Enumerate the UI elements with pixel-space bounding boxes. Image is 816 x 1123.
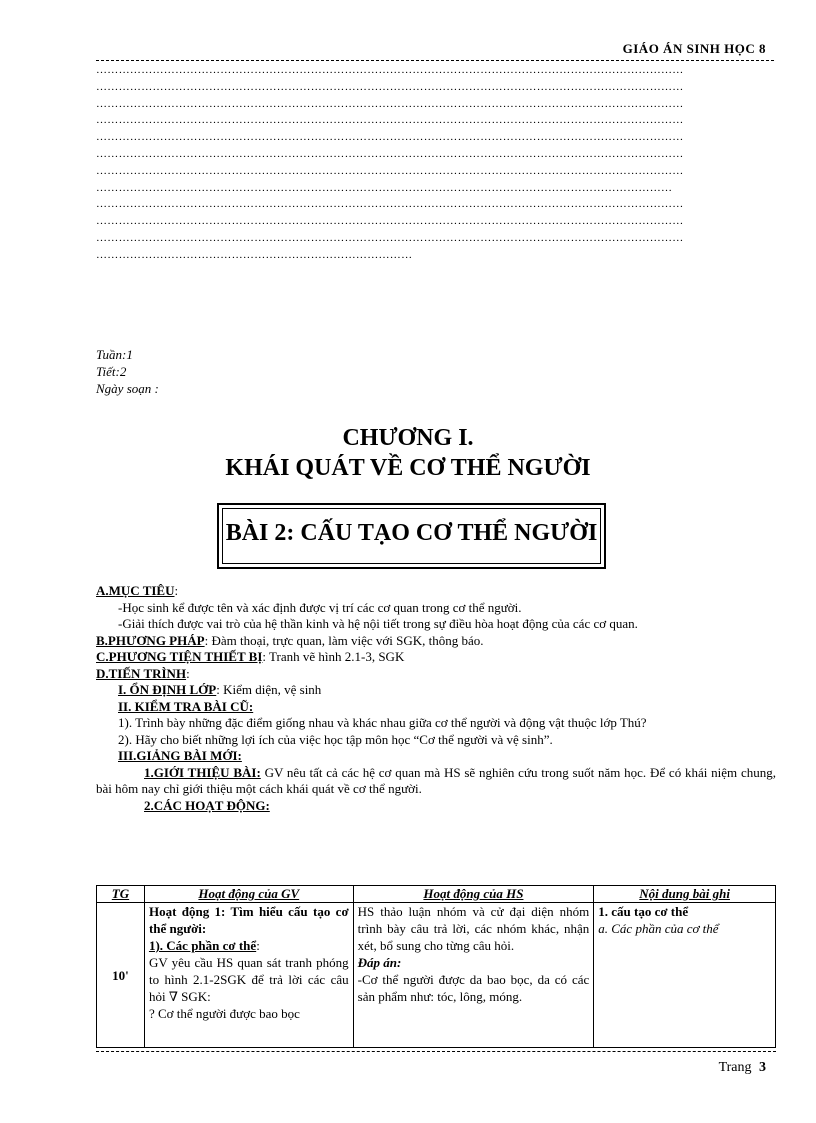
period-label: Tiết:2 [96, 364, 127, 379]
lesson-meta [96, 346, 159, 397]
activities-heading: 2.CÁC HOẠT ĐỘNG: [144, 797, 270, 813]
page-number [719, 1060, 766, 1076]
page-label: Trang [718, 1060, 752, 1075]
teacher-instruction: GV yêu cầu HS quan sát tranh phóng to hình 2.1-2SGK để trả lời các câu hỏi ∇ SGK: [148, 955, 349, 1004]
dotted-line: ………………………………………………………………………………………………………………………………………… [96, 114, 684, 127]
dotted-line: ………………………………………………………………………………………………………………………………………… [96, 231, 684, 244]
intro-text: GV nêu tất cả các hệ cơ quan mà HS sẽ nghiên cứu trong suốt năm học. Để có khái niệm chung, bài hôm nay chỉ giới thiệu một cách khái quát về cơ thể người. [96, 764, 776, 796]
header-divider [96, 60, 774, 61]
chapter-title: KHÁI QUÁT VỀ CƠ THỂ NGƯỜI [225, 455, 591, 481]
page-value: 3 [759, 1060, 766, 1075]
header-time: TG [97, 886, 145, 903]
header-teacher-activity: Hoạt động của GV [144, 886, 353, 903]
lesson-body [96, 583, 776, 814]
dotted-line: ………………………………………………………………………… [96, 248, 413, 261]
activity-1-title: Hoạt động 1: Tìm hiểu cấu tạo cơ thể người: [148, 904, 349, 936]
table-row [97, 903, 776, 1048]
student-activity-text: HS thảo luận nhóm và cử đại diện nhóm trình bày câu trả lời, các nhóm khác, nhận xét, bổ sung cho từng câu hỏi. [357, 904, 590, 953]
answer-text: -Cơ thể người được da bao bọc, da có các sản phẩm như: tóc, lông, móng. [357, 972, 590, 1004]
body-parts-heading: 1). Các phần cơ thể [148, 938, 257, 953]
teacher-question: ? Cơ thể người được bao bọc [148, 1006, 300, 1021]
body-parts-colon: : [256, 938, 260, 953]
date-label: Ngày soạn : [96, 381, 159, 396]
lesson-title-box [217, 503, 606, 569]
week-label: Tuần:1 [96, 347, 133, 362]
chapter-number: CHƯƠNG I. [342, 425, 474, 451]
review-question-1: 1). Trình bày những đặc điểm giống nhau và khác nhau giữa cơ thể người và động vật thuộc lớp Thú? [118, 715, 647, 730]
objectives-colon: : [174, 583, 179, 598]
header-lesson-notes: Nội dung bài ghi [594, 886, 776, 903]
review-question-2: 2). Hãy cho biết những lợi ích của việc học tập môn học “Cơ thể người và vệ sinh”. [118, 731, 553, 747]
dotted-line: ………………………………………………………………………………………………………………………………………… [96, 198, 684, 211]
equipment-text: : Tranh vẽ hình 2.1-3, SGK [262, 649, 405, 664]
dotted-line: ………………………………………………………………………………………………………………………………………… [96, 97, 684, 110]
objective-2: -Giải thích được vai trò của hệ thần kinh và hệ nội tiết trong sự điều hòa hoạt động của các cơ quan. [118, 616, 638, 631]
dotted-line: ………………………………………………………………………………………………………………………………………… [96, 131, 684, 144]
dotted-line: ………………………………………………………………………………………………………………………………………… [96, 80, 684, 93]
answer-label: Đáp án: [357, 955, 402, 970]
procedure-heading: D.TIẾN TRÌNH [96, 665, 187, 681]
lesson-title: BÀI 2: CẤU TẠO CƠ THỂ NGƯỜI [222, 508, 601, 564]
teacher-activity-cell [144, 903, 353, 1048]
intro-heading: 1.GIỚI THIỆU BÀI: [144, 764, 261, 780]
student-activity-cell [353, 903, 594, 1048]
dotted-line: ………………………………………………………………………………………………………………………………………… [96, 64, 684, 76]
new-lesson-heading: III.GIẢNG BÀI MỚI: [118, 748, 242, 763]
review-heading: II. KIỂM TRA BÀI CŨ: [118, 698, 254, 714]
objective-1: -Học sinh kể được tên và xác định được vị trí các cơ quan trong cơ thể người. [118, 599, 522, 615]
lesson-notes-cell [594, 903, 776, 1048]
dotted-line: ……………………………………………………………………………………………………………………………………… [96, 181, 673, 194]
methods-text: : Đàm thoại, trực quan, làm việc với SGK, thông báo. [204, 632, 484, 648]
procedure-colon: : [186, 665, 190, 681]
time-cell [97, 903, 145, 1048]
header-student-activity: Hoạt động của HS [353, 886, 594, 903]
dotted-notes-area [96, 62, 776, 264]
notes-subtitle: a. Các phần của cơ thể [598, 921, 719, 936]
dotted-line: ………………………………………………………………………………………………………………………………………… [96, 215, 684, 228]
objectives-heading: A.MỤC TIÊU [96, 583, 175, 598]
equipment-heading: C.PHƯƠNG TIỆN THIẾT BỊ [96, 649, 263, 664]
methods-heading: B.PHƯƠNG PHÁP [96, 632, 205, 648]
dotted-line: ………………………………………………………………………………………………………………………………………… [96, 164, 684, 177]
lesson-activities-table [96, 885, 776, 1048]
table-header-row [97, 886, 776, 903]
notes-title: 1. cấu tạo cơ thể [598, 904, 689, 919]
class-setup-heading: I. ỔN ĐỊNH LỚP [118, 682, 217, 697]
header-title: GIÁO ÁN SINH HỌC 8 [622, 41, 766, 56]
dotted-line: ………………………………………………………………………………………………………………………………………… [96, 147, 684, 160]
class-setup-text: : Kiểm diện, vệ sinh [216, 682, 322, 697]
time-value: 10' [112, 967, 129, 983]
footer-divider [96, 1051, 776, 1052]
